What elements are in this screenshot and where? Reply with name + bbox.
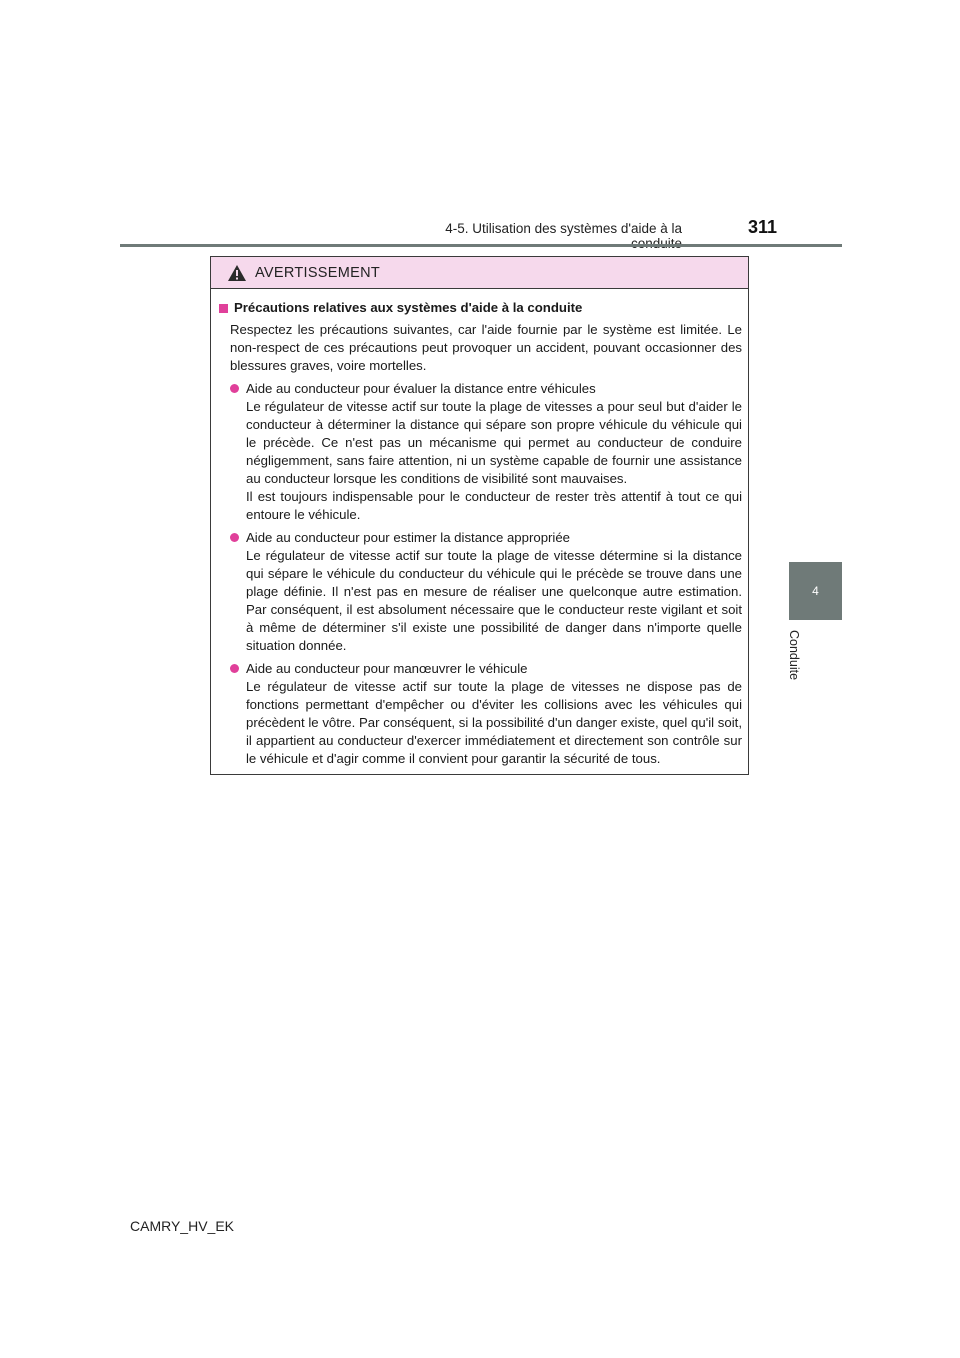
item-title: Aide au conducteur pour estimer la distance appropriée xyxy=(246,530,571,545)
chapter-name: Conduite xyxy=(787,630,801,681)
warning-triangle-icon xyxy=(227,264,247,282)
item-text: Le régulateur de vitesse actif sur toute la plage de vitesse détermine si la distance qui sépare le véhicule du conducteur du véhicule qui le précède se trouve dans une plage définie. Il n'est pas en mesure de réaliser une quelconque autre estimation. Par conséquent, il est absolument nécessaire que le conducteur reste vigilant et soit à même de déterminer s'il existe une possibilité de danger dans n'importe quelle situation donnée. xyxy=(246,548,742,653)
pink-dot-bullet-icon xyxy=(230,533,239,542)
item-text-2: Il est toujours indispensable pour le conducteur de rester très attentif à tout ce qui entoure le véhicule. xyxy=(246,489,742,522)
section-heading-text: Précautions relatives aux systèmes d'aide à la conduite xyxy=(234,300,583,315)
list-item xyxy=(230,660,742,768)
warning-box xyxy=(210,256,749,775)
intro-paragraph: Respectez les précautions suivantes, car l'aide fournie par le système est limitée. Le non-respect de ces précautions peut provoquer un accident, pouvant occasionner des blessures graves, voire mortelles. xyxy=(230,322,742,373)
chapter-number: 4 xyxy=(812,584,819,598)
warning-title: AVERTISSEMENT xyxy=(255,264,381,281)
pink-dot-bullet-icon xyxy=(230,384,239,393)
chapter-tab[interactable] xyxy=(789,562,842,620)
model-code: CAMRY_HV_EK xyxy=(130,1218,235,1234)
pink-square-bullet-icon xyxy=(219,304,228,313)
item-title: Aide au conducteur pour manœuvrer le véhicule xyxy=(246,661,528,676)
item-text: Le régulateur de vitesse actif sur toute la plage de vitesses a pour seul but d'aider le conducteur à déterminer la distance qui sépare son propre véhicule du véhicule qui le précède. Ce n'est pas un mécanisme qui permet au conducteur de conduire négligemment, sans faire attention, ni un système capable de fournir une assistance au conducteur lorsque les conditions de visibilité sont mauvaises. xyxy=(246,399,742,486)
page-number: 311 xyxy=(748,217,778,237)
list-item xyxy=(230,380,742,524)
list-item xyxy=(230,529,742,655)
section-heading xyxy=(219,299,742,317)
item-text: Le régulateur de vitesse actif sur toute la plage de vitesses ne dispose pas de fonctions permettant d'empêcher ou d'éviter les collisions avec les véhicules qui précèdent le vôtre. Par conséquent, si la possibilité d'un danger existe, quel qu'il soit, il appartient au conducteur d'exercer immédiatement et directement son contrôle sur le véhicule et d'agir comme il convient pour garantir la sécurité de tous. xyxy=(246,679,742,766)
section-title: 4-5. Utilisation des systèmes d'aide à la xyxy=(445,221,682,236)
item-title: Aide au conducteur pour évaluer la distance entre véhicules xyxy=(246,381,596,396)
pink-dot-bullet-icon xyxy=(230,664,239,673)
warning-header xyxy=(211,257,748,289)
header-divider xyxy=(120,244,842,247)
warning-body xyxy=(211,289,748,768)
